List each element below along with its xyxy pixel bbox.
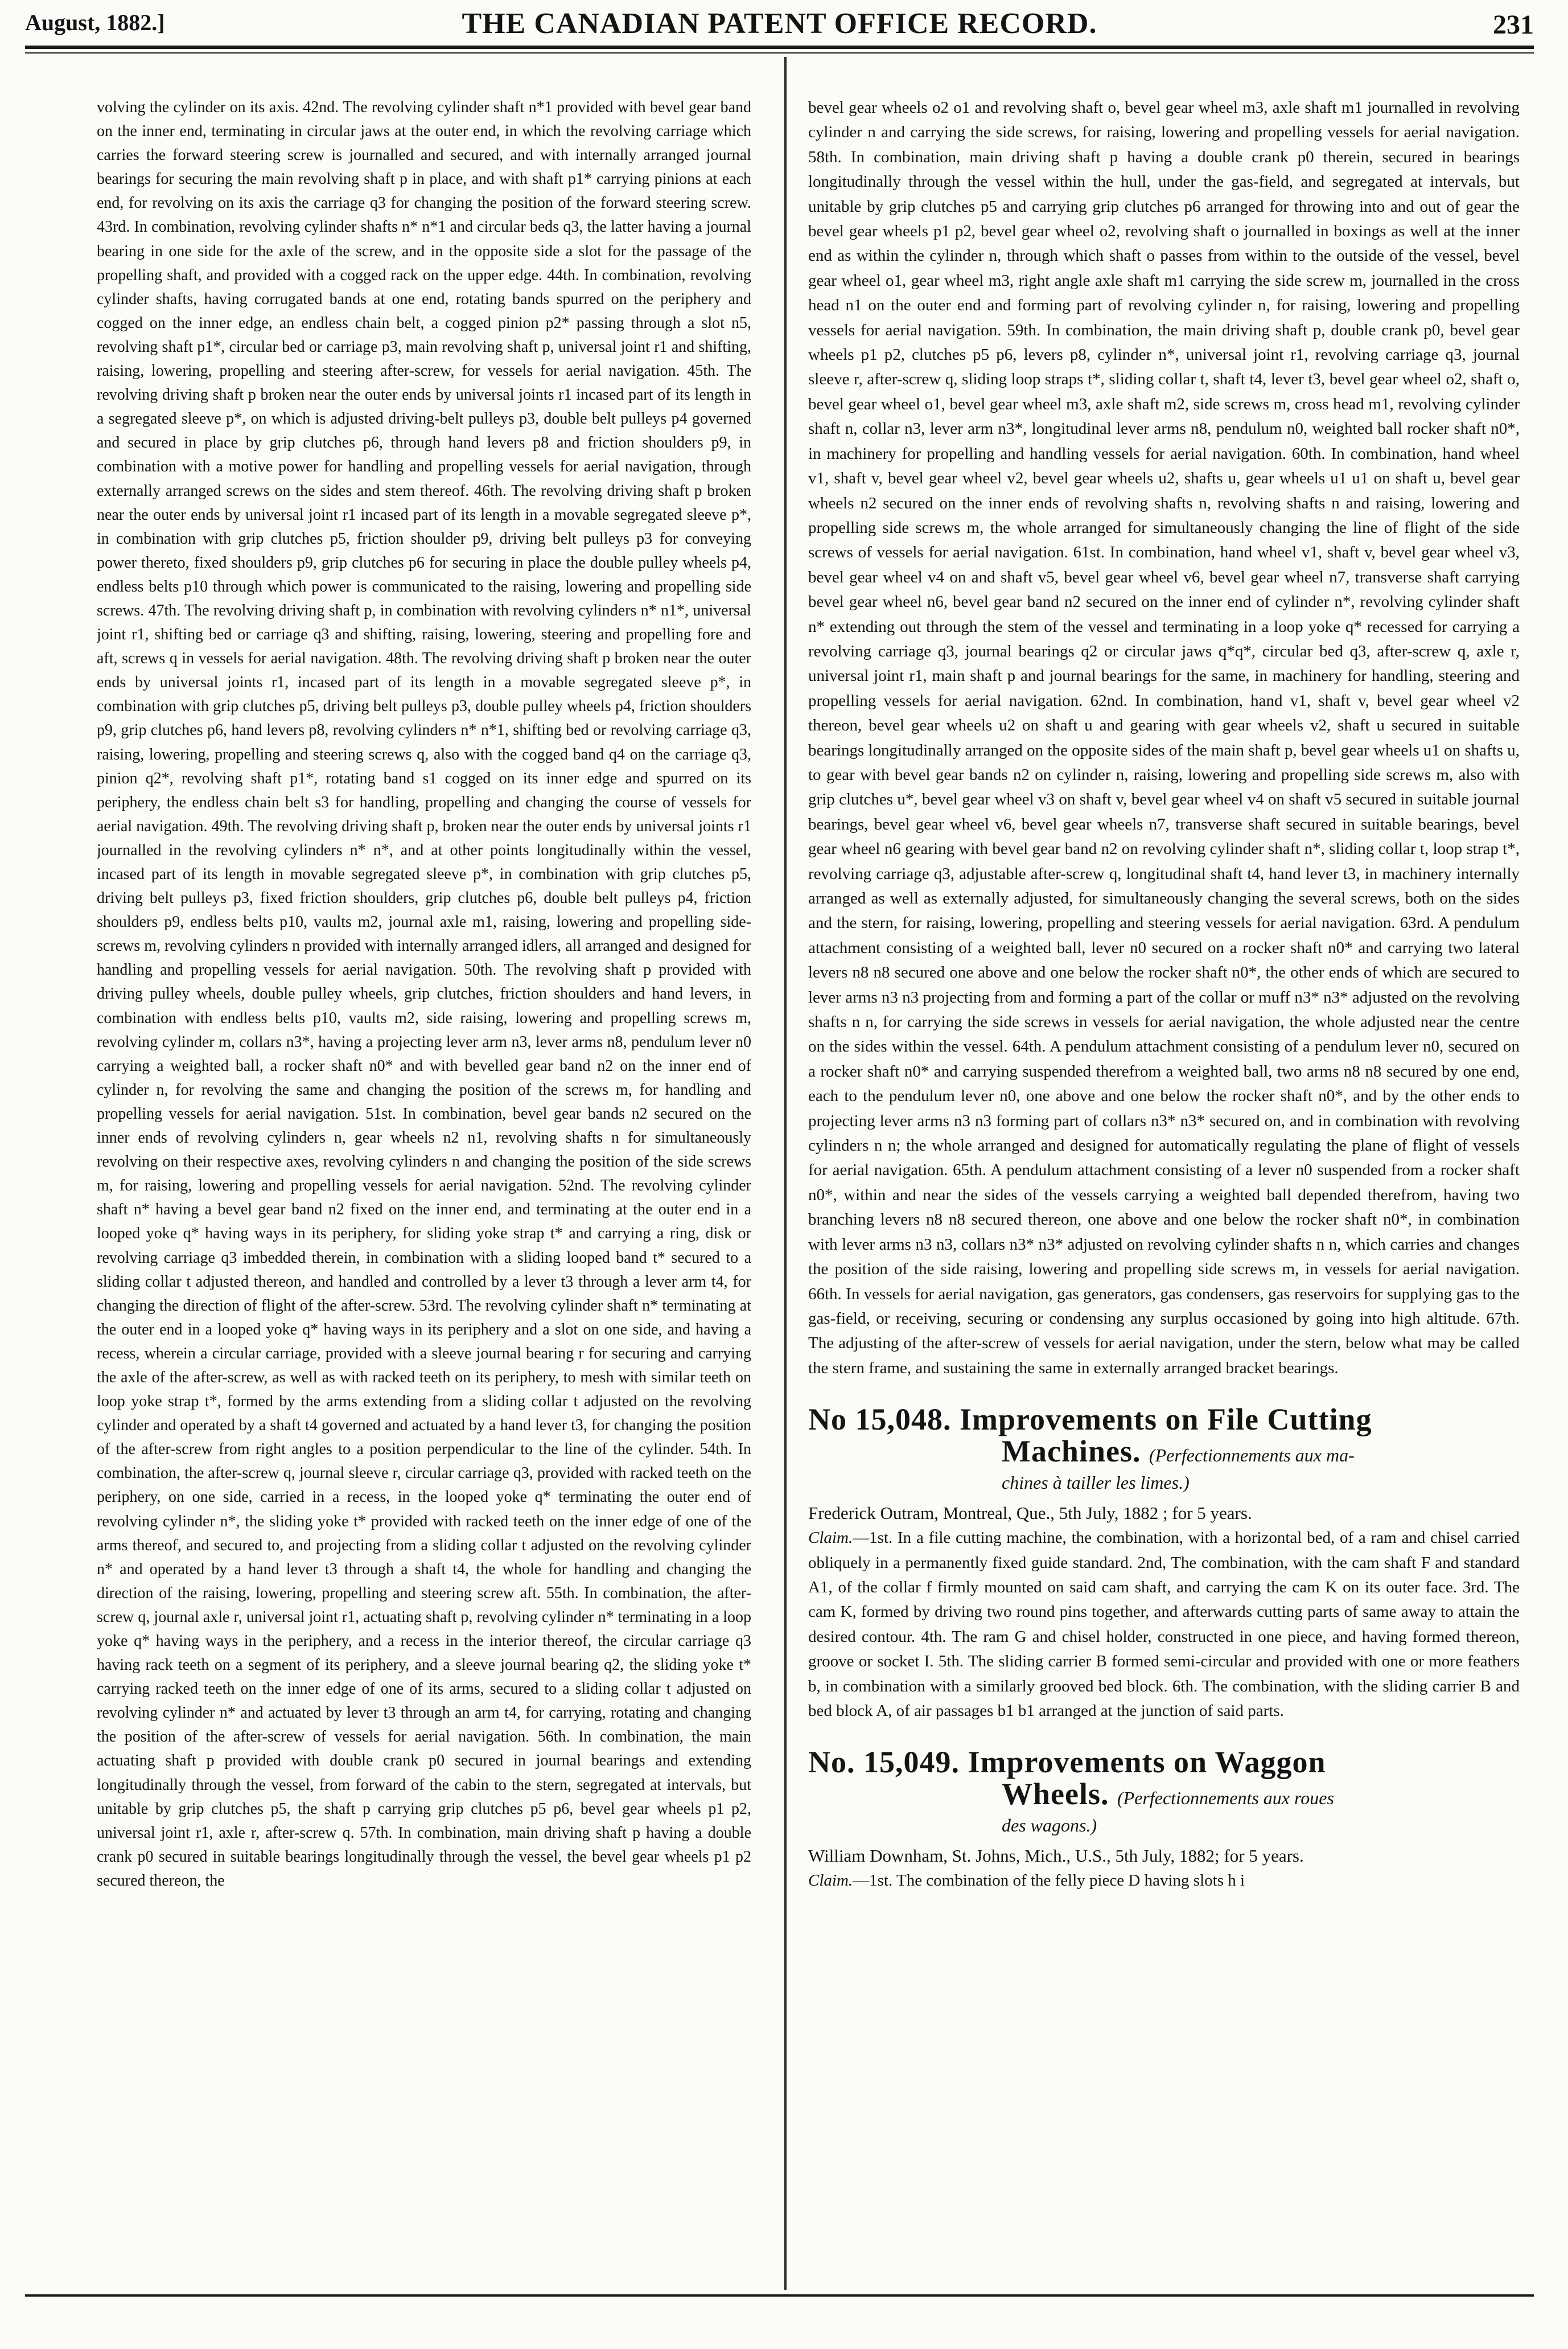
patent-title-line2: Wheels. [1002, 1777, 1109, 1812]
claims-continued-text-right: bevel gear wheels o2 o1 and revolving shaft o, bevel gear wheel m3, axle shaft m1 journalled in revolving cylinder n and carrying the side screws, for raising, lowering and propelling vessels for aerial navigation. 58th. In combination, main driving shaft p having a double crank p0 therein, secured in bearings longitudinally through the vessel within the hull, under the gas-field, and segregated at intervals, but unitable by grip clutches p5 and carrying grip clutches p6 arranged for throwing into and out of gear the bevel gear wheels p1 p2, bevel gear wheel o2, revolving shaft o journalled in boxings as well at the inner end as within the cylinder n, through which shaft o passes from within to the outside of the vessel, bevel gear wheel o1, gear wheel m3, right angle axle shaft m1 carrying the side screw m, journalled in the cross head n1 on the outer end and forming part of revolving cylinder n, for raising, lowering and propelling vessels for aerial navigation. 59th. In combination, the main driving shaft p, double crank p0, bevel gear wheels p1 p2, clutches p5 p6, levers p8, cylinder n*, universal joint r1, revolving carriage q3, journal sleeve r, after-screw q, sliding loop straps t*, sliding collar t, shaft t4, lever t3, bevel gear wheel o2, shaft o, bevel gear wheel o1, bevel gear wheel m3, axle shaft m2, side screws m, cross head m1, revolving cylinder shaft n, collar n3, lever arm n3*, longitudinal lever arms n8, pendulum n0, weighted ball rocker shaft n0*, in machinery for propelling and handling vessels for aerial navigation. 60th. In combination, hand wheel v1, shaft v, bevel gear wheel v2, bevel gear wheels u2, shafts u, gear wheels u1 u1 on shaft u, bevel gear wheels n2 secured on the inner ends of revolving shafts n, revolving shafts n and raising, lowering and propelling side screws m, the whole arranged for simultaneously changing the line of flight of the side screws of vessels for aerial navigation. 61st. In combination, hand wheel v1, shaft v, bevel gear wheel v3, bevel gear wheel v4 on and shaft v5, bevel gear wheel v6, bevel gear wheel n7, transverse shaft carrying bevel gear wheel n6, bevel gear band n2 secured on the inner end of cylinder n*, revolving cylinder shaft n* extending out through the stem of the vessel and terminating in a loop yoke q* recessed for carrying a revolving carriage q3, journal bearings q2 or circular jaws q*q*, circular bed q3, after-screw q, axle r, universal joint r1, main shaft p and journal bearings for the same, in machinery for handling, steering and propelling vessels for aerial navigation. 62nd. In combination, hand v1, shaft v, bevel gear wheel v2 thereon, bevel gear wheels u2 on shaft u and gearing with gear wheels v2, shaft u secured in suitable bearings longitudinally arranged on the opposite sides of the main shaft p, bevel gear wheels u1 on shafts u, to gear with bevel gear bands n2 on cylinder n, raising, lowering and propelling side screws m, also with grip clutches u*, bevel gear wheel v3 on shaft v, bevel gear wheel v4 on shaft v5 secured in suitable journal bearings, bevel gear wheel v6, bevel gear wheels n7, transverse shaft secured in suitable bearings, bevel gear wheel n6 gearing with bevel gear band n2 on revolving cylinder shaft n*, sliding collar t, loop strap t*, revolving carriage q3, adjustable after-screw q, longitudinal shaft t4, hand lever t3, in machinery internally arranged as well as externally adjusted, for simultaneously changing the several screws, both on the sides and the stern, for raising, lowering, propelling and steering vessels for aerial navigation. 63rd. A pendulum attachment consisting of a weighted ball, lever n0 secured on a rocker shaft n0* and carrying two lateral levers n8 n8 secured one above and one below the rocker shaft n0*, the other ends of which are secured to lever arms n3 n3 projecting from and forming a part of the collar or muff n3* n3* adjusted on the revolving shafts n n, for carrying the side screws in vessels for aerial navigation, the whole adjusted near the centre on the sides within the vessel. 64th. A pendulum attachment consisting of a pendulum lever n0, secured on a rocker shaft n0* and carrying suspended therefrom a weighted ball, two arms n8 n8 secured by one end, each to the pendulum lever n0, one above and one below the rocker shaft n0*, and by the other ends to projecting lever arms n3 n3 forming part of collars n3* n3* secured on, and in combination with revolving cylinders n n; the whole arranged and designed for automatically regulating the plane of flight of vessels for aerial navigation. 65th. A pendulum attachment consisting of a lever n0 suspended from a rocker shaft n0*, within and near the sides of the vessels carrying a weighted ball depended therefrom, having two branching levers n8 n8 secured thereon, one above and one below the rocker shaft n0*, in combination with lever arms n3 n3, collars n3* n3* adjusted on revolving cylinder shafts n n, which carries and changes the position of the side raising, lowering and propelling side screws m, in vessels for aerial navigation. 66th. In vessels for aerial navigation, gas generators, gas condensers, gas reservoirs for supplying gas to the gas-field, or receiving, securing or condensing any surplus occasioned by going into high altitude. 67th. The adjusting of the after-screw of vessels for aerial navigation, under the stern, below what may be called the stern frame, and sustaining the same in externally arranged bracket bearings. [808, 98, 1520, 1377]
patent-number: No. 15,049. [808, 1745, 960, 1780]
french-title-a: (Perfectionnements aux ma- [1149, 1445, 1355, 1466]
left-column [97, 96, 751, 2282]
patentee: William Downham, St. Johns, Mich., U.S., 5th July, 1882; for 5 years. [808, 1846, 1304, 1866]
page-header [25, 7, 1534, 41]
french-title-b: des wagons.) [1002, 1815, 1097, 1836]
patent-number: No 15,048. [808, 1402, 952, 1437]
patent-title-line2: Machines. [1002, 1434, 1141, 1469]
issue-date: August, 1882.] [25, 10, 165, 35]
patentee: Frederick Outram, Montreal, Que., 5th July, 1882 ; for 5 years. [808, 1503, 1252, 1523]
patent-title-line2-row [808, 1435, 1520, 1471]
claim-text: —1st. The combination of the felly piece D having slots h i [853, 1871, 1245, 1890]
claim-text: —1st. In a file cutting machine, the combination, with a horizontal bed, of a ram and chisel carried obliquely in a permanently fixed guide standard. 2nd, The combination, with the cam shaft F and standard A1, of the collar f firmly mounted on said cam shaft, and carrying the cam K on its outer face. 3rd. The cam K, formed by driving two round pins together, and afterwards cutting parts of same away to attain the desired contour. 4th. The ram G and chisel holder, constructed in one piece, and having formed thereon, groove or socket I. 5th. The sliding carrier B formed semi-circular and provided with one or more feathers b, in combination with a similarly grooved bed block. 6th. The combination, with the sliding carrier B and bed block A, of air passages b1 b1 arranged at the junction of said parts. [808, 1529, 1520, 1720]
patent-heading [808, 1746, 1520, 1837]
patent-title-line1: Improvements on Waggon [968, 1745, 1326, 1780]
french-title-a: (Perfectionnements aux roues [1117, 1788, 1334, 1809]
column-divider [784, 57, 787, 2290]
claim-paragraph [808, 1526, 1520, 1723]
claim-label: Claim. [808, 1871, 853, 1890]
footer-rule [25, 2294, 1534, 2297]
patent-heading [808, 1403, 1520, 1494]
patent-entry [808, 1403, 1520, 1723]
claims-continued-text: volving the cylinder on its axis. 42nd. The revolving cylinder shaft n*1 provided with bevel gear band on the inner end, terminating in circular jaws at the outer end, in which the revolving carriage which carries the forward steering screw is journalled and secured, and with internally arranged journal bearings for securing the main revolving shaft p in place, and with shaft p1* carrying pinions at each end, for revolving on its axis the carriage q3 for changing the position of the forward steering screw. 43rd. In combination, revolving cylinder shafts n* n*1 and circular beds q3, the latter having a journal bearing in one side for the axle of the screw, and in the opposite side a slot for the passage of the propelling shaft, and provided with a cogged rack on the upper edge. 44th. In combination, revolving cylinder shafts, having corrugated bands at one end, rotating bands spurred on the periphery and cogged on the inner edge, an endless chain belt, a cogged pinion p2* passing through a slot n5, revolving shaft p1*, circular bed or carriage p3, main revolving shaft p, universal joint r1 and shifting, raising, lowering, propelling and steering after-screw, for vessels for aerial navigation. 45th. The revolving driving shaft p broken near the outer ends by universal joints r1 incased part of its length in a segregated sleeve p*, on which is adjusted driving-belt pulleys p3, double belt pulleys p4 governed and secured in place by grip clutches p6, through hand levers p8 and friction shoulders p9, in combination with a motive power for handling and propelling vessels for aerial navigation, through externally arranged screws on the sides and stem thereof. 46th. The revolving driving shaft p broken near the outer ends by universal joint r1 incased part of its length in a movable segregated sleeve p*, in combination with grip clutches p5, friction shoulder p9, driving belt pulleys p3 for conveying power thereto, fixed shoulders p9, grip clutches p6 for securing in place the double pulley wheels p4, endless belts p10 through which power is communicated to the raising, lowering and propelling side screws. 47th. The revolving driving shaft p, in combination with revolving cylinders n* n1*, universal joint r1, shifting bed or carriage q3 and shifting, raising, lowering, steering and propelling fore and aft, screws q in vessels for aerial navigation. 48th. The revolving driving shaft p broken near the outer ends by universal joints r1, incased part of its length in a movable segregated sleeve p*, in combination with grip clutches p5, driving belt pulleys p3, double pulley wheels p4, friction shoulders p9, grip clutches p6, hand levers p8, revolving cylinders n* n*1, shifting bed or revolving carriage q3, raising, lowering, propelling and steering screws q, also with the cogged band q4 on the carriage q3, pinion q2*, revolving shaft p1*, rotating band s1 cogged on its inner edge and spurred on its periphery, the endless chain belt s3 for handling, propelling and changing the course of vessels for aerial navigation. 49th. The revolving driving shaft p, broken near the outer ends by universal joints r1 journalled in the revolving cylinders n* n*, and at other points longitudinally within the vessel, incased part of its length in movable segregated sleeve p*, in combination with grip clutches p5, driving belt pulleys p3, fixed friction shoulders, grip clutches p6, double belt pulleys p4, friction shoulders p9, endless belts p10, vaults m2, journal axle m1, raising, lowering and propelling side-screws m, revolving cylinders n provided with internally arranged idlers, all arranged and designed for handling and propelling vessels for aerial navigation. 50th. The revolving shaft p provided with driving pulley wheels, double pulley wheels, grip clutches, friction shoulders and hand levers, in combination with endless belts p10, vaults m2, side raising, lowering and propelling screws m, revolving cylinder m, collars n3*, having a projecting lever arm n3, lever arms n8, pendulum lever n0 carrying a weighted ball, a rocker shaft n0* and with bevelled gear band n2 on the inner end of cylinder n, for revolving the same and changing the position of the screws m, for handling and propelling vessels for aerial navigation. 51st. In combination, bevel gear bands n2 secured on the inner ends of revolving cylinders n, gear wheels n2 n1, revolving shafts n for simultaneously revolving on their respective axes, revolving cylinders n and changing the position of the side screws m, for raising, lowering and propelling vessels for aerial navigation. 52nd. The revolving cylinder shaft n* having a bevel gear band n2 fixed on the inner end, and terminating at the outer end in a looped yoke q* having ways in its periphery, for sliding yoke strap t* and carrying a ring, disk or revolving carriage q3 imbedded therein, in combination with a sliding looped band t* secured to a sliding collar t adjusted thereon, and handled and controlled by a lever t3 through a lever arm t4, for changing the direction of flight of the after-screw. 53rd. The revolving cylinder shaft n* terminating at the outer end in a looped yoke q* having ways in its periphery and a slot on one side, and having a recess, wherein a circular carriage, provided with a sleeve journal bearing r for securing and carrying the axle of the after-screw, as well as with racked teeth on its periphery, to mesh with similar teeth on loop yoke strap t*, formed by the arms extending from a sliding collar t adjusted on the revolving cylinder and operated by a shaft t4 governed and actuated by a hand lever t3, for changing the position of the after-screw from right angles to a position perpendicular to the line of the cylinder. 54th. In combination, the after-screw q, journal sleeve r, circular carriage q3, provided with racked teeth on the periphery, on one side, carried in a recess, in the looped yoke q* terminating the outer end of revolving cylinder n*, the sliding yoke t* provided with racked teeth on the inner edge of one of the arms thereof, and secured to, and projecting from a sliding collar t adjusted on the revolving cylinder n* and operated by a hand lever t3 through a shaft t4, the whole for handling and changing the direction of the raising, lowering, propelling and steering screw aft. 55th. In combination, the after-screw q, journal axle r, universal joint r1, actuating shaft p, revolving cylinder n* terminating in a loop yoke q* having ways in the periphery, and a recess in the interior thereof, the circular carriage q3 having rack teeth on a segment of its periphery, and a sleeve journal bearing q2, the sliding yoke t* carrying racked teeth on the inner edge of one of its arms, secured to a sliding collar t adjusted on revolving cylinder n* and actuated by lever t3 through an arm t4, for carrying, rotating and changing the position of the after-screw of vessels for aerial navigation. 56th. In combination, the main actuating shaft p provided with double crank p0 secured in journal bearings and extending longitudinally through the vessel, from forward of the cabin to the stern, segregated at intervals, but unitable by grip clutches p5, the shaft p carrying grip clutches p5 p6, bevel gear wheels p1 p2, universal joint r1, axle r, after-screw q. 57th. In combination, main driving shaft p having a double crank p0 secured in suitable bearings longitudinally through the vessel, the bevel gear wheels p1 p2 secured thereon, the [97, 98, 751, 1890]
page-number: 231 [1493, 10, 1534, 40]
patent-entry [808, 1746, 1520, 1893]
claim-paragraph [808, 1868, 1520, 1893]
header-rule-thick [25, 46, 1534, 49]
patent-title-line2-row [808, 1778, 1520, 1814]
french-title-b: chines à tailler les limes.) [1002, 1472, 1190, 1493]
header-rule-thin [25, 52, 1534, 54]
patent-title-line1: Improvements on File Cutting [960, 1402, 1372, 1437]
journal-title: THE CANADIAN PATENT OFFICE RECORD. [462, 7, 1097, 40]
right-column [808, 96, 1520, 2282]
claim-label: Claim. [808, 1529, 853, 1547]
